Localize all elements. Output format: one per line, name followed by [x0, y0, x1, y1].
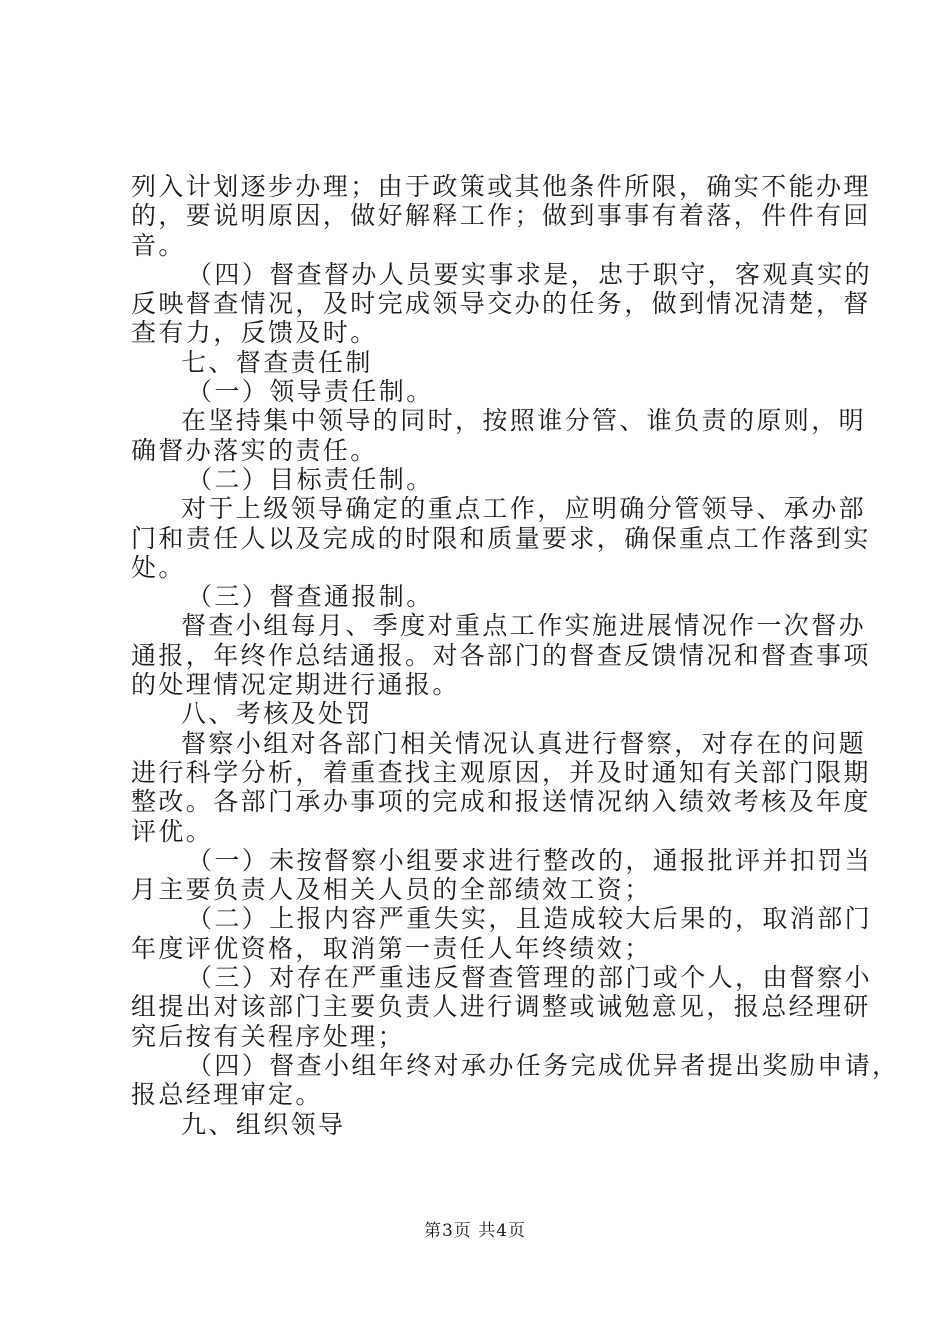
text-line: 督察小组对各部门相关情况认真进行督察，对存在的问题 — [181, 728, 867, 758]
text-line: 究后按有关程序处理； — [131, 1021, 406, 1051]
text-line: 组提出对该部门主要负责人进行调整或诫勉意见，报总经理研 — [131, 992, 871, 1022]
text-line: 对于上级领导确定的重点工作，应明确分管领导、承办部 — [181, 494, 867, 524]
text-line: 的，要说明原因，做好解释工作；做到事事有着落，件件有回 — [131, 201, 871, 231]
section-heading: 七、督查责任制 — [181, 347, 373, 377]
text-line: （三）对存在严重违反督查管理的部门或个人，由督察小 — [187, 963, 873, 993]
section-heading: 九、组织领导 — [181, 1109, 346, 1139]
text-line: 反映督查情况，及时完成领导交办的任务，做到情况清楚，督 — [131, 289, 871, 319]
text-line: 通报，年终作总结通报。对各部门的督查反馈情况和督查事项 — [131, 640, 871, 670]
page-footer: 第3页 共4页 — [423, 1221, 527, 1241]
subsection-heading: （二）目标责任制。 — [187, 464, 434, 494]
text-line: 年度评优资格，取消第一责任人年终绩效； — [131, 933, 652, 963]
text-line: 的处理情况定期进行通报。 — [131, 670, 460, 700]
text-line: 音。 — [131, 230, 186, 260]
text-line: 门和责任人以及完成的时限和质量要求，确保重点工作落到实 — [131, 523, 871, 553]
subsection-heading: （一）领导责任制。 — [187, 377, 434, 407]
text-line: 评优。 — [131, 816, 214, 846]
text-line: 报总经理审定。 — [131, 1080, 323, 1110]
text-line: 处。 — [131, 552, 186, 582]
document-body — [131, 172, 900, 1139]
text-line: （一）未按督察小组要求进行整改的，通报批评并扣罚当 — [187, 845, 873, 875]
text-line: 确督办落实的责任。 — [131, 435, 378, 465]
text-line: 查有力，反馈及时。 — [131, 318, 378, 348]
text-line: 整改。各部门承办事项的完成和报送情况纳入绩效考核及年度 — [131, 787, 871, 817]
text-line: （四）督查督办人员要实事求是，忠于职守，客观真实的 — [187, 259, 873, 289]
text-line: 督查小组每月、季度对重点工作实施进展情况作一次督办 — [181, 611, 867, 641]
text-line: 列入计划逐步办理；由于政策或其他条件所限，确实不能办理 — [131, 172, 871, 201]
text-line: 月主要负责人及相关人员的全部绩效工资； — [131, 875, 652, 905]
text-line: 进行科学分析，着重查找主观原因，并及时通知有关部门限期 — [131, 757, 871, 787]
text-line: （二）上报内容严重失实，且造成较大后果的，取消部门 — [187, 904, 873, 934]
subsection-heading: （三）督查通报制。 — [187, 582, 434, 612]
text-line: 在坚持集中领导的同时，按照谁分管、谁负责的原则，明 — [181, 406, 867, 436]
section-heading: 八、考核及处罚 — [181, 699, 373, 729]
text-line: （四）督查小组年终对承办任务完成优异者提出奖励申请， — [187, 1050, 900, 1080]
